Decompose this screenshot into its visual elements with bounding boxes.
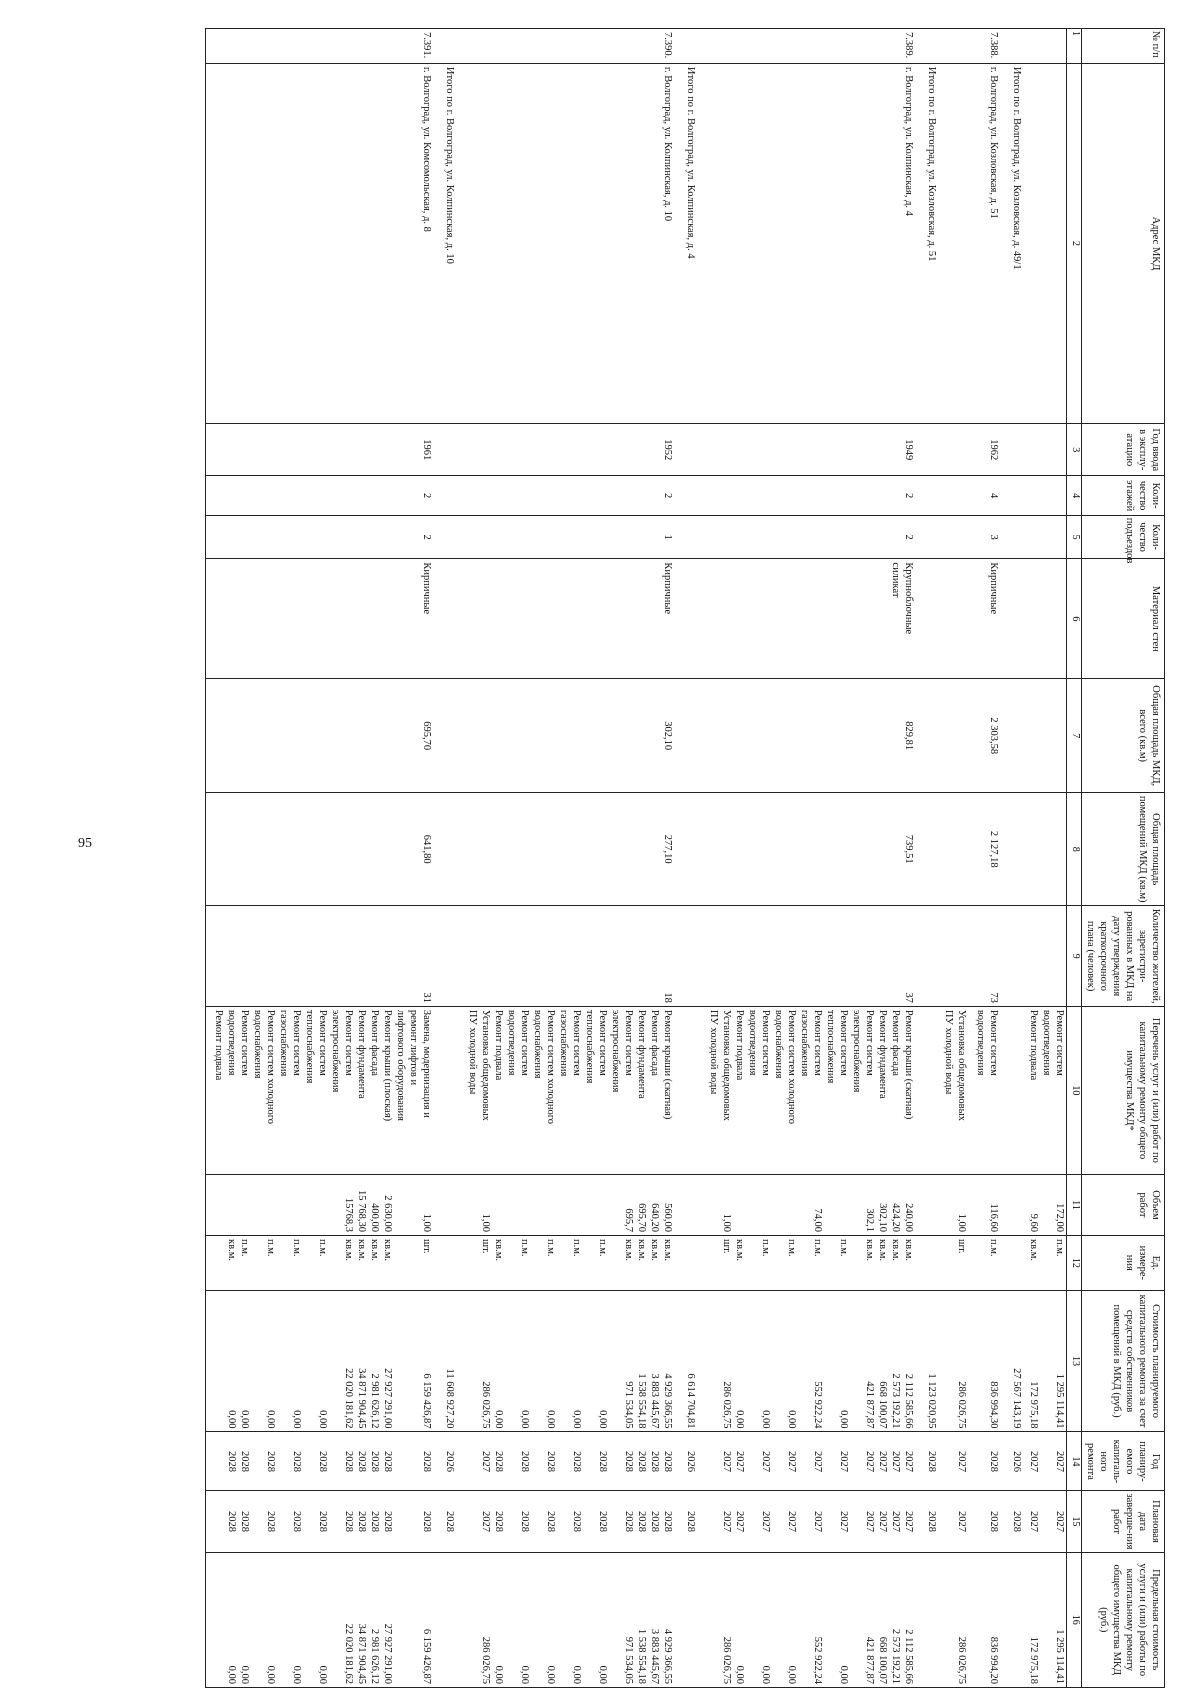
address-cell: г. Волгоград, ул. Комсомольская, д. 8 — [206, 63, 442, 423]
table-row — [460, 29, 682, 1688]
work-list-cell: Установка общедомовых ПУ холодной воды — [942, 1006, 968, 1174]
address-cell: Итого по г. Волгоград, ул. Колпинская, д. 4 — [682, 63, 701, 423]
row-number-cell: 7.390. — [460, 29, 682, 64]
limit-cost-cell: 286 026,75 — [942, 1552, 968, 1687]
work-list-cell: Замена, модернизация и ремонт лифтов и лифтового оборудования Ремонт крыши (плоская) Ремонт фасада Ремонт фундамента Ремонт систем электроснабжения Ремонт систем теплоснабжения Ремонт систем газоснабжения Ремонт систем холодного водоснабжения Ремонт систем водоотведения Ремонт подвала — [206, 1006, 442, 1174]
row-number-cell — [942, 29, 968, 64]
work-volume-cell — [1008, 1174, 1027, 1235]
address-cell: Итого по г. Волгоград, ул. Козловская, д. 51 — [923, 63, 942, 423]
premises-area-cell — [923, 792, 942, 906]
entrance-count-cell — [441, 515, 460, 559]
address-cell: г. Волгоград, ул. Колпинская, д. 4 — [701, 63, 923, 423]
floor-count-cell: 4 — [968, 476, 1008, 515]
address-cell — [942, 63, 968, 423]
col-number: 5 — [1067, 515, 1082, 559]
floor-count-cell — [942, 476, 968, 515]
planned-year-cell: 2027 — [1040, 1432, 1067, 1491]
residents-count-cell: 73 — [968, 906, 1008, 1006]
planned-year-cell: 2028 — [923, 1432, 942, 1491]
row-number-cell: 7.389. — [701, 29, 923, 64]
row-number-cell — [682, 29, 701, 64]
planned-cost-cell: 172 975,18 — [1027, 1290, 1040, 1432]
planned-cost-cell: 836 994,30 — [968, 1290, 1008, 1432]
premises-area-cell — [682, 792, 701, 906]
address-cell: г. Волгоград, ул. Колпинская, д. 10 — [460, 63, 682, 423]
planned-cost-cell: 6 159 426,87 27 927 291,00 2 981 626,12 34 871 904,45 22 020 181,62 0,00 0,00 0,00 0,00 0,00 — [206, 1290, 442, 1432]
commission-year-cell: 1949 — [701, 424, 923, 476]
completion-year-cell: 2028 — [1008, 1491, 1027, 1552]
col-header: Год планиру-емого капиталь-ного ремонта — [1082, 1432, 1165, 1491]
unit-cell — [682, 1236, 701, 1291]
planned-year-cell: 2028 2028 2028 2028 2028 2028 2028 2028 2028 2028 — [206, 1432, 442, 1491]
planned-year-cell: 2027 — [1027, 1432, 1040, 1491]
residents-count-cell — [1040, 906, 1067, 1006]
row-number-cell: 7.391. — [206, 29, 442, 64]
unit-cell — [441, 1236, 460, 1291]
rotated-page — [65, 28, 1165, 1688]
wall-material-cell: Кирпичные — [968, 559, 1008, 679]
floor-count-cell: 2 — [701, 476, 923, 515]
limit-cost-cell — [923, 1552, 942, 1687]
commission-year-cell: 1961 — [206, 424, 442, 476]
work-volume-cell — [441, 1174, 460, 1235]
completion-year-cell: 2028 — [923, 1491, 942, 1552]
planned-cost-cell: 4 929 366,55 3 883 445,67 1 538 554,18 971 534,05 0,00 0,00 0,00 0,00 0,00 286 026,75 — [460, 1290, 682, 1432]
residents-count-cell — [1027, 906, 1040, 1006]
residents-count-cell — [682, 906, 701, 1006]
table-row — [968, 29, 1008, 1688]
col-number: 1 — [1067, 29, 1082, 64]
address-cell: г. Волгоград, ул. Козловская, д. 51 — [968, 63, 1008, 423]
col-header: Материал стен — [1082, 559, 1165, 679]
planned-cost-cell: 27 567 143,19 — [1008, 1290, 1027, 1432]
commission-year-cell: 1952 — [460, 424, 682, 476]
unit-cell: шт. кв.м. кв.м. кв.м. кв.м. п.м. п.м. п.м. п.м. кв.м. — [206, 1236, 442, 1291]
commission-year-cell — [682, 424, 701, 476]
completion-year-cell: 2028 — [682, 1491, 701, 1552]
total-area-cell — [1008, 679, 1027, 793]
entrance-count-cell — [923, 515, 942, 559]
limit-cost-cell — [441, 1552, 460, 1687]
table-row — [1040, 29, 1067, 1688]
floor-count-cell — [923, 476, 942, 515]
col-number: 9 — [1067, 906, 1082, 1006]
floor-count-cell: 2 — [460, 476, 682, 515]
table-row — [1027, 29, 1040, 1688]
col-number: 11 — [1067, 1174, 1082, 1235]
col-number: 7 — [1067, 679, 1082, 793]
total-area-cell: 829,81 — [701, 679, 923, 793]
work-list-cell: Ремонт систем водоотведения — [1040, 1006, 1067, 1174]
total-row — [923, 29, 942, 1688]
total-area-cell — [942, 679, 968, 793]
wall-material-cell — [1040, 559, 1067, 679]
entrance-count-cell — [1040, 515, 1067, 559]
entrance-count-cell — [942, 515, 968, 559]
work-list-cell — [682, 1006, 701, 1174]
residents-count-cell — [441, 906, 460, 1006]
residents-count-cell — [1008, 906, 1027, 1006]
unit-cell: шт. — [942, 1236, 968, 1291]
col-number: 14 — [1067, 1432, 1082, 1491]
unit-cell: кв.м. кв.м. кв.м. кв.м. п.м. п.м. п.м. п.м. кв.м. шт. — [701, 1236, 923, 1291]
col-number: 10 — [1067, 1006, 1082, 1174]
commission-year-cell — [441, 424, 460, 476]
page-number: 95 — [78, 836, 92, 851]
limit-cost-cell: 1 295 114,41 — [1040, 1552, 1067, 1687]
total-area-cell: 302,10 — [460, 679, 682, 793]
work-list-cell: Ремонт крыши (скатная) Ремонт фасада Ремонт фундамента Ремонт систем электроснабжения Ремонт систем теплоснабжения Ремонт систем газоснабжения Ремонт систем холодного водоснабжения Ремонт систем водоотведения Ремонт подвала Установка общедомовых ПУ холодной воды — [460, 1006, 682, 1174]
work-volume-cell: 116,60 — [968, 1174, 1008, 1235]
floor-count-cell — [1027, 476, 1040, 515]
wall-material-cell — [441, 559, 460, 679]
table-row — [701, 29, 923, 1688]
unit-cell: кв.м. кв.м. кв.м. кв.м. п.м. п.м. п.м. п.м. кв.м. шт. — [460, 1236, 682, 1291]
work-volume-cell: 1,00 — [942, 1174, 968, 1235]
premises-area-cell — [1040, 792, 1067, 906]
entrance-count-cell — [1008, 515, 1027, 559]
floor-count-cell — [1040, 476, 1067, 515]
commission-year-cell — [1027, 424, 1040, 476]
work-volume-cell: 240,00 424,20 302,10 302,1 74,00 1,00 — [701, 1174, 923, 1235]
limit-cost-cell: 172 975,18 — [1027, 1552, 1040, 1687]
floor-count-cell — [682, 476, 701, 515]
row-number-cell — [441, 29, 460, 64]
premises-area-cell — [441, 792, 460, 906]
total-area-cell — [441, 679, 460, 793]
col-header: Объем работ — [1082, 1174, 1165, 1235]
planned-year-cell: 2028 2028 2028 2028 2028 2028 2028 2028 2028 2027 — [460, 1432, 682, 1491]
work-list-cell: Ремонт крыши (скатная) Ремонт фасада Ремонт фундамента Ремонт систем электроснабжения Ремонт систем теплоснабжения Ремонт систем газоснабжения Ремонт систем холодного водоснабжения Ремонт систем водоотведения Ремонт подвала Установка общедомовых ПУ холодной воды — [701, 1006, 923, 1174]
column-number-row — [1067, 29, 1082, 1688]
commission-year-cell — [1040, 424, 1067, 476]
work-volume-cell: 9,60 — [1027, 1174, 1040, 1235]
entrance-count-cell: 3 — [968, 515, 1008, 559]
total-area-cell — [682, 679, 701, 793]
planned-year-cell: 2026 — [441, 1432, 460, 1491]
header-row — [1082, 29, 1165, 1688]
floor-count-cell — [1008, 476, 1027, 515]
work-list-cell: Ремонт систем водоотведения — [968, 1006, 1008, 1174]
completion-year-cell: 2028 2028 2028 2028 2028 2028 2028 2028 2028 2028 — [206, 1491, 442, 1552]
floor-count-cell: 2 — [206, 476, 442, 515]
planned-year-cell: 2026 — [1008, 1432, 1027, 1491]
col-header: Коли-чество этажей — [1082, 476, 1165, 515]
address-cell: Итого по г. Волгоград, ул. Козловская, д. 49/1 — [1008, 63, 1027, 423]
planned-cost-cell: 11 608 927,20 — [441, 1290, 460, 1432]
col-number: 12 — [1067, 1236, 1082, 1291]
planned-year-cell: 2028 — [968, 1432, 1008, 1491]
col-number: 13 — [1067, 1290, 1082, 1432]
unit-cell: п.м. — [1040, 1236, 1067, 1291]
work-list-cell — [1008, 1006, 1027, 1174]
entrance-count-cell: 2 — [206, 515, 442, 559]
planned-cost-cell: 286 026,75 — [942, 1290, 968, 1432]
limit-cost-cell: 6 159 426,87 27 927 291,00 2 981 626,12 34 871 904,45 22 020 181,62 0,00 0,00 0,00 0,00 0,00 — [206, 1552, 442, 1687]
col-header: Общая площадь помещений МКД (кв.м) — [1082, 792, 1165, 906]
premises-area-cell: 641,80 — [206, 792, 442, 906]
work-volume-cell: 560,00 640,20 695,70 695,7 1,00 — [460, 1174, 682, 1235]
col-header: Ед. измере-ния — [1082, 1236, 1165, 1291]
planned-year-cell: 2027 2027 2027 2027 2027 2027 2027 2027 2027 2027 — [701, 1432, 923, 1491]
residents-count-cell — [923, 906, 942, 1006]
work-volume-cell: 1,00 2 630,00 400,00 15 768,30 15768,3 — [206, 1174, 442, 1235]
entrance-count-cell — [1027, 515, 1040, 559]
col-header: Перечень услуг и (или) работ по капитальному ремонту общего имущества МКД* — [1082, 1006, 1165, 1174]
work-volume-cell — [923, 1174, 942, 1235]
residents-count-cell: 31 — [206, 906, 442, 1006]
wall-material-cell — [1008, 559, 1027, 679]
planned-cost-cell: 2 112 585,66 2 573 192,21 668 100,07 421 877,87 0,00 552 922,24 0,00 0,00 0,00 286 026,75 — [701, 1290, 923, 1432]
limit-cost-cell: 836 994,20 — [968, 1552, 1008, 1687]
completion-year-cell: 2028 — [441, 1491, 460, 1552]
work-volume-cell: 172,00 — [1040, 1174, 1067, 1235]
col-header: Год ввода в эксплу-атацию — [1082, 424, 1165, 476]
col-header: Коли-чество подъездов — [1082, 515, 1165, 559]
col-number: 6 — [1067, 559, 1082, 679]
unit-cell — [923, 1236, 942, 1291]
limit-cost-cell: 2 112 585,66 2 573 192,21 668 100,07 421 877,87 0,00 552 922,24 0,00 0,00 0,00 286 026,75 — [701, 1552, 923, 1687]
limit-cost-cell — [682, 1552, 701, 1687]
row-number-cell — [1027, 29, 1040, 64]
col-header: Стоимость планируемого капитального ремонта за счет средств собственников помещений в МКД (руб.) — [1082, 1290, 1165, 1432]
premises-area-cell: 739,51 — [701, 792, 923, 906]
planned-year-cell: 2026 — [682, 1432, 701, 1491]
wall-material-cell — [1027, 559, 1040, 679]
wall-material-cell: Кирпичные — [206, 559, 442, 679]
commission-year-cell — [923, 424, 942, 476]
planned-year-cell: 2027 — [942, 1432, 968, 1491]
wall-material-cell — [942, 559, 968, 679]
unit-cell: кв.м. — [1027, 1236, 1040, 1291]
col-number: 3 — [1067, 424, 1082, 476]
capital-repair-table — [205, 28, 1165, 1688]
col-header: Количество жителей, зарегистри-рованных в МКД на дату утверждения краткосрочного плана (человек) — [1082, 906, 1165, 1006]
address-cell — [1027, 63, 1040, 423]
entrance-count-cell: 1 — [460, 515, 682, 559]
floor-count-cell — [441, 476, 460, 515]
premises-area-cell — [942, 792, 968, 906]
work-list-cell — [923, 1006, 942, 1174]
col-number: 4 — [1067, 476, 1082, 515]
wall-material-cell — [682, 559, 701, 679]
entrance-count-cell — [682, 515, 701, 559]
commission-year-cell — [1008, 424, 1027, 476]
unit-cell — [1008, 1236, 1027, 1291]
total-row — [682, 29, 701, 1688]
work-list-cell: Ремонт подвала — [1027, 1006, 1040, 1174]
premises-area-cell — [1027, 792, 1040, 906]
col-header: № п/п — [1082, 29, 1165, 64]
completion-year-cell: 2028 2028 2028 2028 2028 2028 2028 2028 2028 2027 — [460, 1491, 682, 1552]
completion-year-cell: 2027 2027 2027 2027 2027 2027 2027 2027 2027 2027 — [701, 1491, 923, 1552]
residents-count-cell: 37 — [701, 906, 923, 1006]
planned-cost-cell: 1 123 020,95 — [923, 1290, 942, 1432]
col-number: 16 — [1067, 1552, 1082, 1687]
row-number-cell — [1008, 29, 1027, 64]
premises-area-cell: 2 127,18 — [968, 792, 1008, 906]
total-area-cell — [1040, 679, 1067, 793]
total-area-cell — [1027, 679, 1040, 793]
col-header: Предельная стоимость услуги и (или) работы по капитальному ремонту общего имущества МКД (руб.) — [1082, 1552, 1165, 1687]
col-number: 8 — [1067, 792, 1082, 906]
commission-year-cell — [942, 424, 968, 476]
planned-cost-cell: 1 295 114,41 — [1040, 1290, 1067, 1432]
row-number-cell — [923, 29, 942, 64]
table-body — [206, 29, 1067, 1688]
completion-year-cell: 2027 — [1027, 1491, 1040, 1552]
total-area-cell: 695,70 — [206, 679, 442, 793]
col-header: Плановая дата заверше-ния работ — [1082, 1491, 1165, 1552]
completion-year-cell: 2027 — [1040, 1491, 1067, 1552]
premises-area-cell: 277,10 — [460, 792, 682, 906]
work-list-cell — [441, 1006, 460, 1174]
table-row — [206, 29, 442, 1688]
col-header: Адрес МКД — [1082, 63, 1165, 423]
entrance-count-cell: 2 — [701, 515, 923, 559]
total-row — [1008, 29, 1027, 1688]
premises-area-cell — [1008, 792, 1027, 906]
col-header: Общая площадь МКД, всего (кв.м) — [1082, 679, 1165, 793]
table-row — [942, 29, 968, 1688]
address-cell: Итого по г. Волгоград, ул. Колпинская, д. 10 — [441, 63, 460, 423]
completion-year-cell: 2027 — [942, 1491, 968, 1552]
col-number: 15 — [1067, 1491, 1082, 1552]
limit-cost-cell — [1008, 1552, 1027, 1687]
residents-count-cell — [942, 906, 968, 1006]
row-number-cell — [1040, 29, 1067, 64]
wall-material-cell: Крупноблочные силикат — [701, 559, 923, 679]
unit-cell: п.м. — [968, 1236, 1008, 1291]
total-row — [441, 29, 460, 1688]
col-number: 2 — [1067, 63, 1082, 423]
planned-cost-cell: 6 614 704,81 — [682, 1290, 701, 1432]
work-volume-cell — [682, 1174, 701, 1235]
total-area-cell: 2 303,58 — [968, 679, 1008, 793]
commission-year-cell: 1962 — [968, 424, 1008, 476]
wall-material-cell: Кирпичные — [460, 559, 682, 679]
limit-cost-cell: 4 929 366,55 3 883 445,67 1 538 554,18 971 534,05 0,00 0,00 0,00 0,00 0,00 286 026,75 — [460, 1552, 682, 1687]
row-number-cell: 7.388. — [968, 29, 1008, 64]
total-area-cell — [923, 679, 942, 793]
completion-year-cell: 2028 — [968, 1491, 1008, 1552]
address-cell — [1040, 63, 1067, 423]
wall-material-cell — [923, 559, 942, 679]
residents-count-cell: 18 — [460, 906, 682, 1006]
